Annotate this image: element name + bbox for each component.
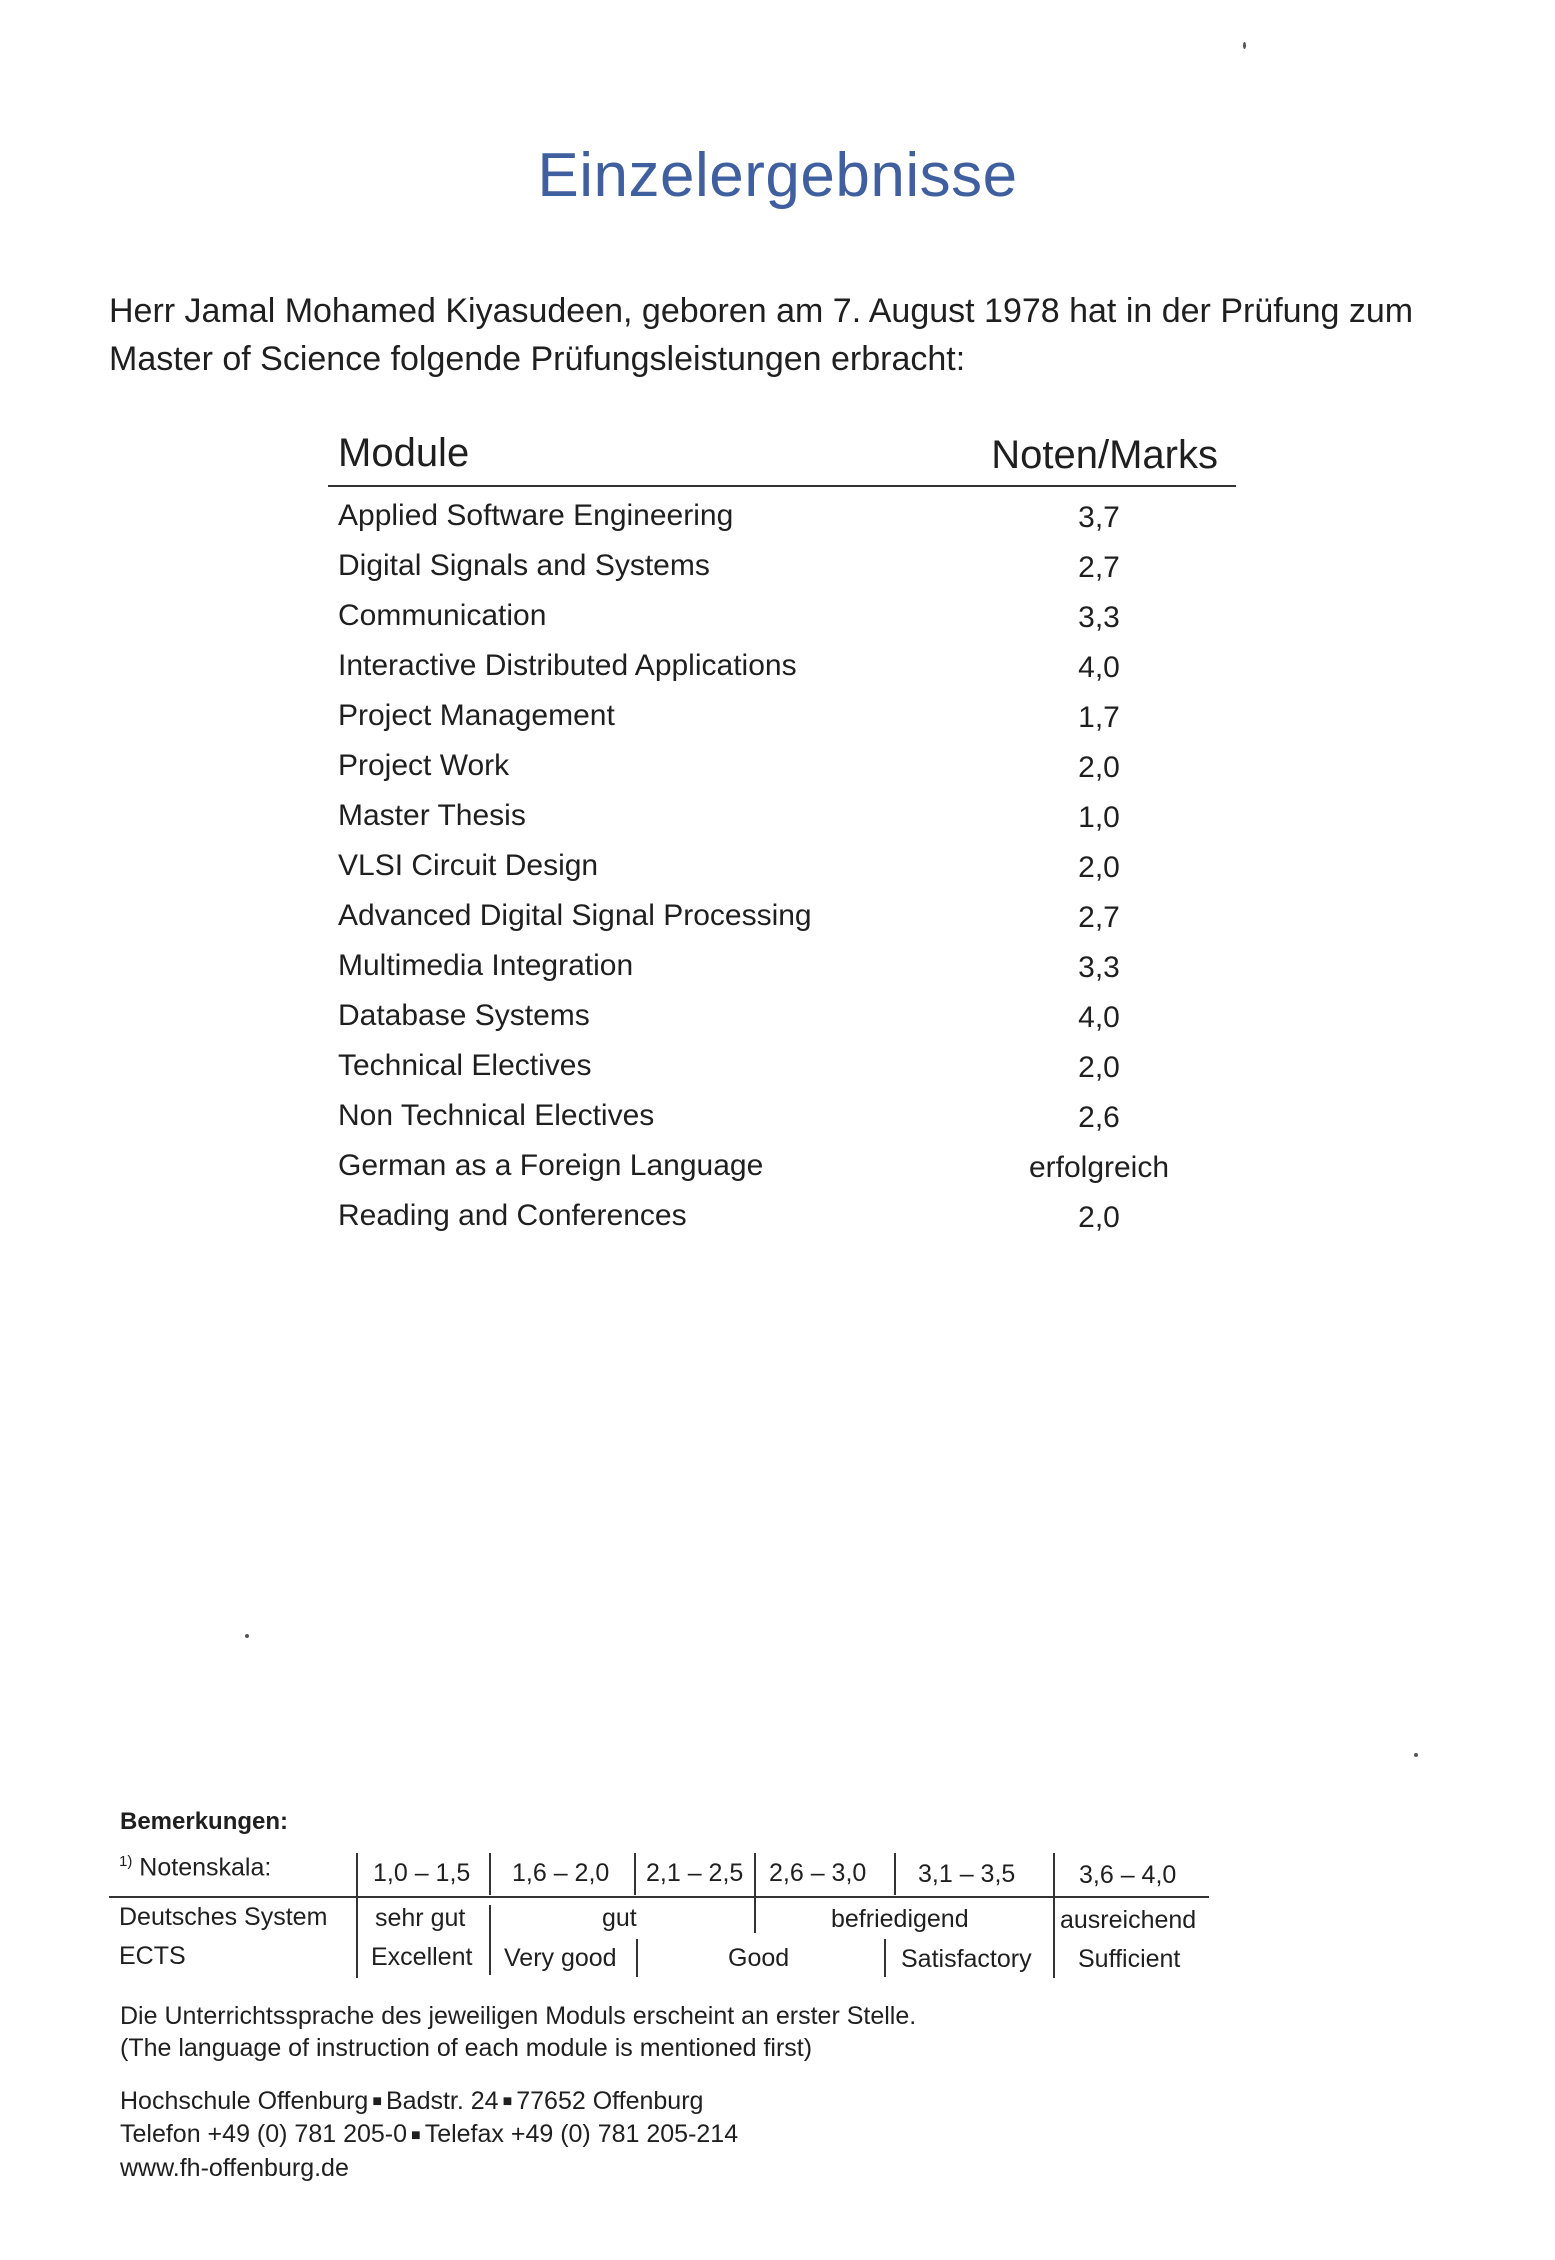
table-row (328, 487, 1236, 537)
module-name: Project Work (338, 749, 510, 782)
ects-grade: Sufficient (1078, 1945, 1181, 1973)
remarks-label: Bemerkungen: (120, 1808, 289, 1835)
scale-divider (109, 1896, 1209, 1898)
german-grade: gut (602, 1904, 637, 1932)
modules-table (328, 423, 1236, 1237)
scale-range: 3,6 – 4,0 (1079, 1861, 1177, 1889)
scan-speck (245, 1634, 249, 1638)
german-grade: befriedigend (831, 1905, 969, 1933)
website: www.fh-offenburg.de (120, 2153, 349, 2182)
footnote-line-de: Die Unterrichtssprache des jeweiligen Moduls erscheint an erster Stelle. (120, 2002, 917, 2030)
module-mark: 3,7 (1078, 501, 1120, 534)
module-name: Advanced Digital Signal Processing (338, 899, 812, 932)
module-mark: 2,0 (1078, 1201, 1120, 1234)
module-name: Database Systems (338, 999, 590, 1032)
scale-separator (356, 1853, 358, 1978)
address-line-1 (120, 2085, 738, 2118)
header-module: Module (338, 431, 470, 475)
scale-separator (884, 1939, 886, 1977)
city: 77652 Offenburg (516, 2087, 704, 2115)
scan-speck (1414, 1753, 1418, 1757)
table-row (328, 987, 1236, 1037)
intro-paragraph: Herr Jamal Mohamed Kiyasudeen, geboren am 7. August 1978 hat in der Prüfung zum Master of Science folgende Prüfungsleistungen erbracht: (109, 292, 1414, 378)
institution-name: Hochschule Offenburg (120, 2087, 369, 2115)
scale-range: 1,0 – 1,5 (373, 1859, 471, 1887)
table-row (328, 1087, 1236, 1137)
scale-separator (894, 1853, 896, 1895)
address-block (120, 2085, 738, 2184)
table-row (328, 887, 1236, 937)
phone: Telefon +49 (0) 781 205-0 (120, 2120, 408, 2149)
german-grade: sehr gut (375, 1904, 466, 1932)
module-name: Technical Electives (338, 1049, 592, 1082)
ects-label: ECTS (119, 1942, 186, 1970)
module-name: Multimedia Integration (338, 949, 634, 982)
module-mark: 1,7 (1078, 701, 1120, 734)
footnote-line-en: (The language of instruction of each module is mentioned first) (120, 2034, 813, 2062)
bullet-icon: ■ (411, 2126, 421, 2144)
scale-separator (754, 1853, 756, 1933)
module-mark: 1,0 (1078, 801, 1120, 834)
module-mark: 3,3 (1078, 951, 1120, 984)
table-row (328, 1187, 1236, 1237)
module-mark: erfolgreich (1028, 1151, 1170, 1184)
scan-speck (1243, 42, 1246, 49)
german-system-label: Deutsches System (119, 1903, 328, 1931)
module-mark: 3,3 (1078, 601, 1120, 634)
grading-scale-table (109, 1853, 1209, 1978)
table-row (328, 637, 1236, 687)
module-mark: 4,0 (1078, 651, 1120, 684)
ects-grade: Good (728, 1944, 790, 1972)
scale-label (119, 1853, 271, 1882)
module-name: German as a Foreign Language (338, 1149, 764, 1182)
table-row (328, 1037, 1236, 1087)
language-footnote (120, 2000, 916, 2064)
module-name: Applied Software Engineering (338, 499, 734, 532)
module-mark: 2,7 (1078, 551, 1120, 584)
module-mark: 2,0 (1078, 751, 1120, 784)
scale-range: 1,6 – 2,0 (512, 1859, 610, 1887)
footnote-marker: 1) (119, 1853, 133, 1870)
scale-label-text: Notenskala: (139, 1853, 272, 1882)
bullet-icon: ■ (372, 2093, 382, 2111)
table-body (328, 487, 1236, 1237)
module-mark: 2,6 (1078, 1101, 1120, 1134)
module-name: Project Management (338, 699, 615, 732)
scale-separator (634, 1853, 636, 1895)
module-mark: 2,0 (1078, 1051, 1120, 1084)
scale-separator (1053, 1853, 1055, 1978)
table-row (328, 537, 1236, 587)
module-mark: 2,0 (1078, 851, 1120, 884)
street: Badstr. 24 (385, 2087, 499, 2115)
ects-grade: Excellent (371, 1943, 473, 1971)
module-mark: 2,7 (1078, 901, 1120, 934)
scale-range: 3,1 – 3,5 (918, 1860, 1016, 1888)
german-grade: ausreichend (1060, 1906, 1197, 1934)
module-mark: 4,0 (1078, 1001, 1120, 1034)
table-row (328, 1137, 1236, 1187)
module-name: Communication (338, 599, 547, 632)
scale-separator (636, 1939, 638, 1977)
module-name: VLSI Circuit Design (338, 849, 599, 882)
module-name: Digital Signals and Systems (338, 549, 710, 582)
table-row (328, 937, 1236, 987)
module-name: Interactive Distributed Applications (338, 649, 797, 682)
ects-grade: Satisfactory (901, 1945, 1032, 1973)
module-name: Reading and Conferences (338, 1199, 687, 1232)
module-name: Non Technical Electives (338, 1099, 655, 1132)
scale-range: 2,6 – 3,0 (769, 1859, 867, 1887)
table-row (328, 687, 1236, 737)
fax: Telefax +49 (0) 781 205-214 (424, 2120, 739, 2149)
page-title: Einzelergebnisse (537, 141, 1018, 210)
ects-grade: Very good (504, 1944, 617, 1972)
address-line-2 (120, 2118, 738, 2151)
bullet-icon: ■ (502, 2093, 513, 2111)
table-row (328, 737, 1236, 787)
scale-range: 2,1 – 2,5 (646, 1859, 744, 1887)
header-marks: Noten/Marks (991, 433, 1218, 477)
scale-separator (489, 1853, 491, 1895)
table-row (328, 587, 1236, 637)
table-row (328, 837, 1236, 887)
module-name: Master Thesis (338, 799, 526, 832)
scale-separator (489, 1905, 491, 1975)
table-header (328, 423, 1236, 487)
table-row (328, 787, 1236, 837)
